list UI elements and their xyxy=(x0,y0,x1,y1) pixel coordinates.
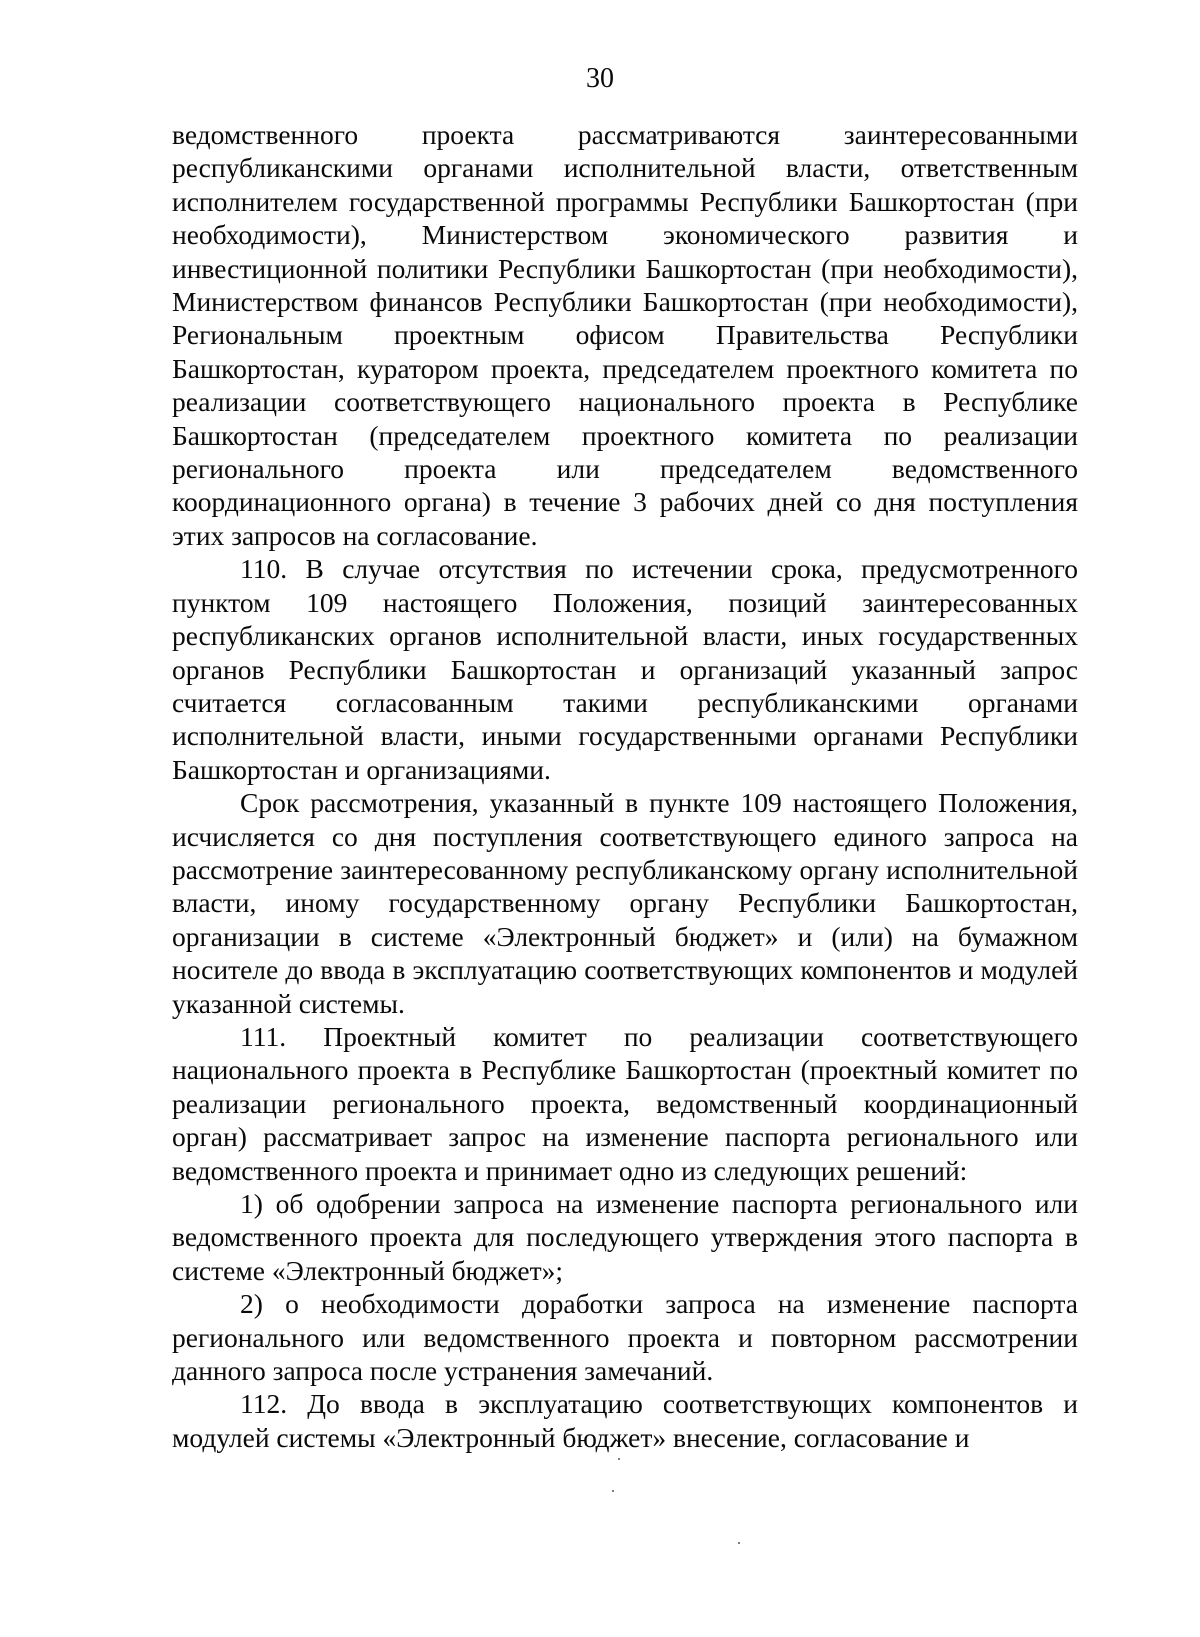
scan-speck xyxy=(738,1542,740,1544)
paragraph-112: 112. До ввода в эксплуатацию соответствующих компонентов и модулей системы «Электронный бюджет» внесение, согласование и xyxy=(172,1388,1078,1453)
scan-speck xyxy=(612,1490,614,1492)
paragraph-continuation: ведомственного проекта рассматриваются заинтересованными республиканскими органами исполнительной власти, ответственным исполнителем государственной программы Республики Башкортостан (при необходимости), Министерством экономического развития и инвестиционной политики Республики Башкортостан (при необходимости), Министерством финансов Республики Башкортостан (при необходимости), Региональным проектным офисом Правительства Республики Башкортостан, куратором проекта, председателем проектного комитета по реализации соответствующего национального проекта в Республике Башкортостан (председателем проектного комитета по реализации регионального проекта или председателем ведомственного координационного органа) в течение 3 рабочих дней со дня поступления этих запросов на согласование. xyxy=(172,119,1078,551)
list-item-1: 1) об одобрении запроса на изменение паспорта регионального или ведомственного проекта для последующего утверждения этого паспорта в системе «Электронный бюджет»; xyxy=(172,1188,1078,1286)
list-item-2: 2) о необходимости доработки запроса на изменение паспорта регионального или ведомственного проекта и повторном рассмотрении данного запроса после устранения замечаний. xyxy=(172,1288,1078,1387)
scan-speck xyxy=(618,1458,620,1460)
paragraph-111: 111. Проектный комитет по реализации соответствующего национального проекта в Республике Башкортостан (проектный комитет по реализации регионального проекта, ведомственный координационный орган) рассматривает запрос на изменение паспорта регионального или ведомственного проекта и принимает одно из следующих решений: xyxy=(172,1020,1078,1186)
paragraph-review-term: Срок рассмотрения, указанный в пункте 109 настоящего Положения, исчисляется со дня поступления соответствующего единого запроса на рассмотрение заинтересованному республиканскому органу исполнительной власти, иному государственному органу Республики Башкортостан, организации в системе «Электронный бюджет» и (или) на бумажном носителе до ввода в эксплуатацию соответствующих компонентов и модулей указанной системы. xyxy=(172,787,1078,1019)
page-number: 30 xyxy=(586,63,614,94)
paragraph-110: 110. В случае отсутствия по истечении срока, предусмотренного пунктом 109 настоящего Положения, позиций заинтересованных республиканских органов исполнительной власти, иных государственных органов Республики Башкортостан и организаций указанный запрос считается согласованным такими республиканскими органами исполнительной власти, иными государственными органами Республики Башкортостан и организациями. xyxy=(172,553,1078,785)
document-body xyxy=(172,118,1078,1454)
